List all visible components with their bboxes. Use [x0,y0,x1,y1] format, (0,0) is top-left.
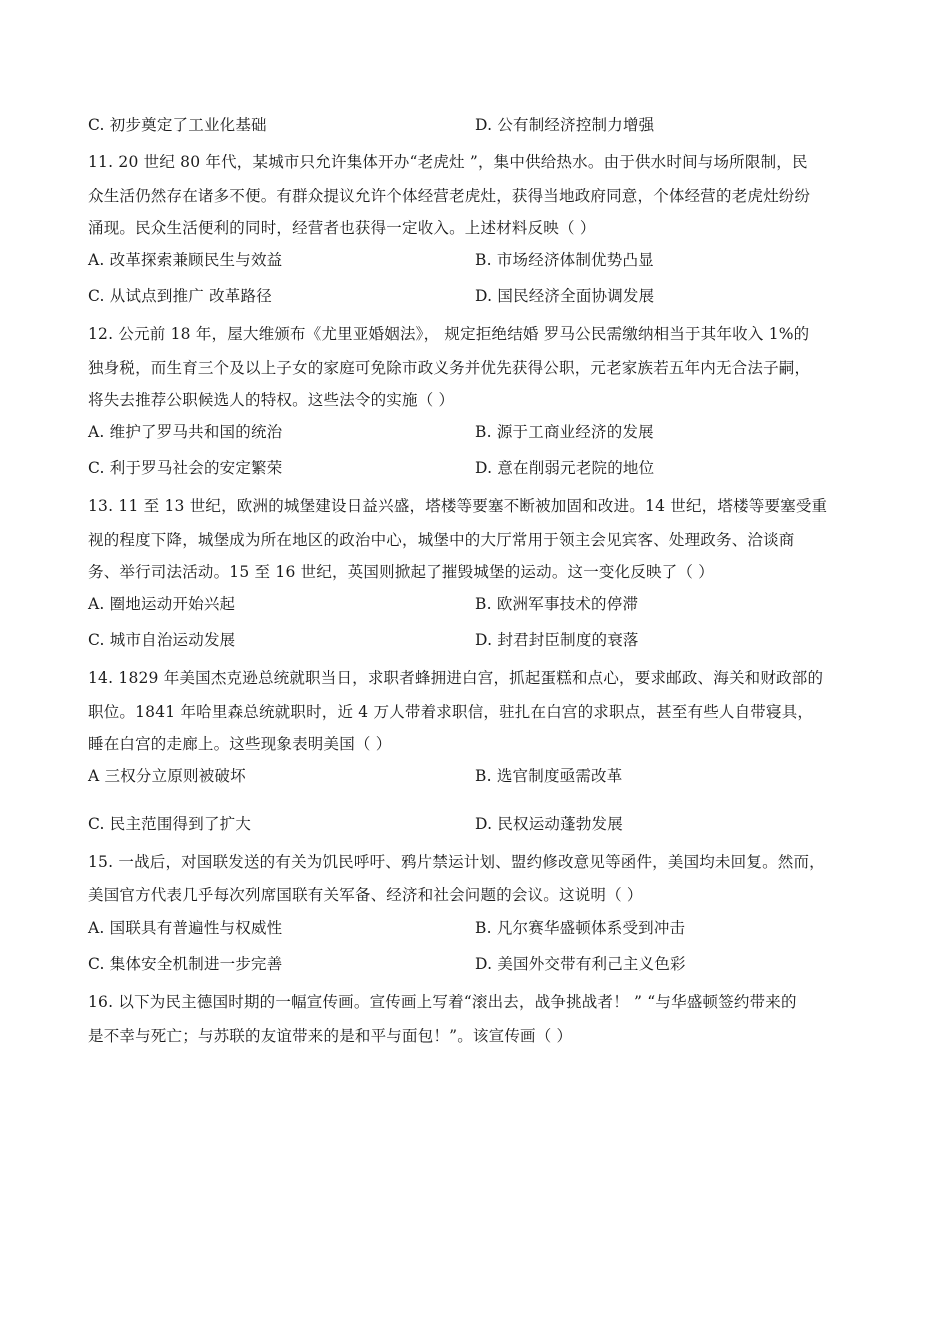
q12-stem-line-1: 12. 公元前 18 年，屋大维颁布《尤里亚婚姻法》， 规定拒绝结婚 罗马公民需缴纳相当于其年收入 1%的 [88,325,810,343]
prev-option-d: D. 公有制经济控制力增强 [475,116,655,134]
q11-option-a: A. 改革探索兼顾民生与效益 [88,251,283,269]
q13-option-c: C. 城市自治运动发展 [88,631,236,649]
q12-option-b: B. 源于工商业经济的发展 [475,423,654,441]
q14-stem-line-1: 14. 1829 年美国杰克逊总统就职当日，求职者蜂拥进白宫，抓起蛋糕和点心，要求邮政、海关和财政部的 [88,669,824,687]
q11-stem-line-1: 11. 20 世纪 80 年代，某城市只允许集体开办“老虎灶 ”，集中供给热水。由于供水时间与场所限制，民 [88,153,808,171]
q15-option-d: D. 美国外交带有利己主义色彩 [475,955,686,973]
q12-stem-line-2: 独身税，而生育三个及以上子女的家庭可免除市政义务并优先获得公职，元老家族若五年内无合法子嗣， [88,359,811,377]
q15-stem-line-1: 15. 一战后，对国联发送的有关为饥民呼吁、鸦片禁运计划、盟约修改意见等函件，美国均未回复。然而， [88,853,825,871]
q11-option-c: C. 从试点到推广 改革路径 [88,287,272,305]
q13-option-b: B. 欧洲军事技术的停滞 [475,595,639,613]
q11-option-d: D. 国民经济全面协调发展 [475,287,655,305]
q15-option-b: B. 凡尔赛华盛顿体系受到冲击 [475,919,686,937]
q14-option-c: C. 民主范围得到了扩大 [88,815,252,833]
q12-option-c: C. 利于罗马社会的安定繁荣 [88,459,283,477]
q15-stem-line-2: 美国官方代表几乎每次列席国联有关军备、经济和社会问题的会议。这说明（ ） [88,886,643,904]
q15-option-c: C. 集体安全机制进一步完善 [88,955,283,973]
q14-option-a: A 三权分立原则被破坏 [88,767,246,785]
q12-option-a: A. 维护了罗马共和国的统治 [88,423,283,441]
q13-stem-line-3: 务、举行司法活动。15 至 16 世纪，英国则掀起了摧毁城堡的运动。这一变化反映了（ ） [88,563,714,581]
q11-option-b: B. 市场经济体制优势凸显 [475,251,654,269]
q15-option-a: A. 国联具有普遍性与权威性 [88,919,283,937]
q14-option-d: D. 民权运动蓬勃发展 [475,815,623,833]
q13-option-a: A. 圈地运动开始兴起 [88,595,236,613]
q13-option-d: D. 封君封臣制度的衰落 [475,631,639,649]
q16-stem-line-1: 16. 以下为民主德国时期的一幅宣传画。宣传画上写着“滚出去，战争挑战者！ ” “与华盛顿签约带来的 [88,993,797,1011]
q16-stem-line-2: 是不幸与死亡；与苏联的友谊带来的是和平与面包！”。该宣传画（ ） [88,1027,573,1045]
q12-option-d: D. 意在削弱元老院的地位 [475,459,655,477]
q11-stem-line-2: 众生活仍然存在诸多不便。有群众提议允许个体经营老虎灶，获得当地政府同意，个体经营的老虎灶纷纷 [88,187,811,205]
q13-stem-line-2: 视的程度下降，城堡成为所在地区的政治中心，城堡中的大厅常用于领主会见宾客、处理政务、洽谈商 [88,531,795,549]
q13-stem-line-1: 13. 11 至 13 世纪，欧洲的城堡建设日益兴盛，塔楼等要塞不断被加固和改进。14 世纪，塔楼等要塞受重 [88,497,828,515]
q14-stem-line-2: 职位。1841 年哈里森总统就职时，近 4 万人带着求职信，驻扎在白宫的求职点，甚至有些人自带寝具， [88,703,814,721]
q11-stem-line-3: 涌现。民众生活便利的同时，经营者也获得一定收入。上述材料反映（ ） [88,219,596,237]
q14-option-b: B. 选官制度亟需改革 [475,767,623,785]
q12-stem-line-3: 将失去推荐公职候选人的特权。这些法令的实施（ ） [88,391,455,409]
prev-option-c: C. 初步奠定了工业化基础 [88,116,267,134]
q14-stem-line-3: 睡在白宫的走廊上。这些现象表明美国（ ） [88,735,392,753]
